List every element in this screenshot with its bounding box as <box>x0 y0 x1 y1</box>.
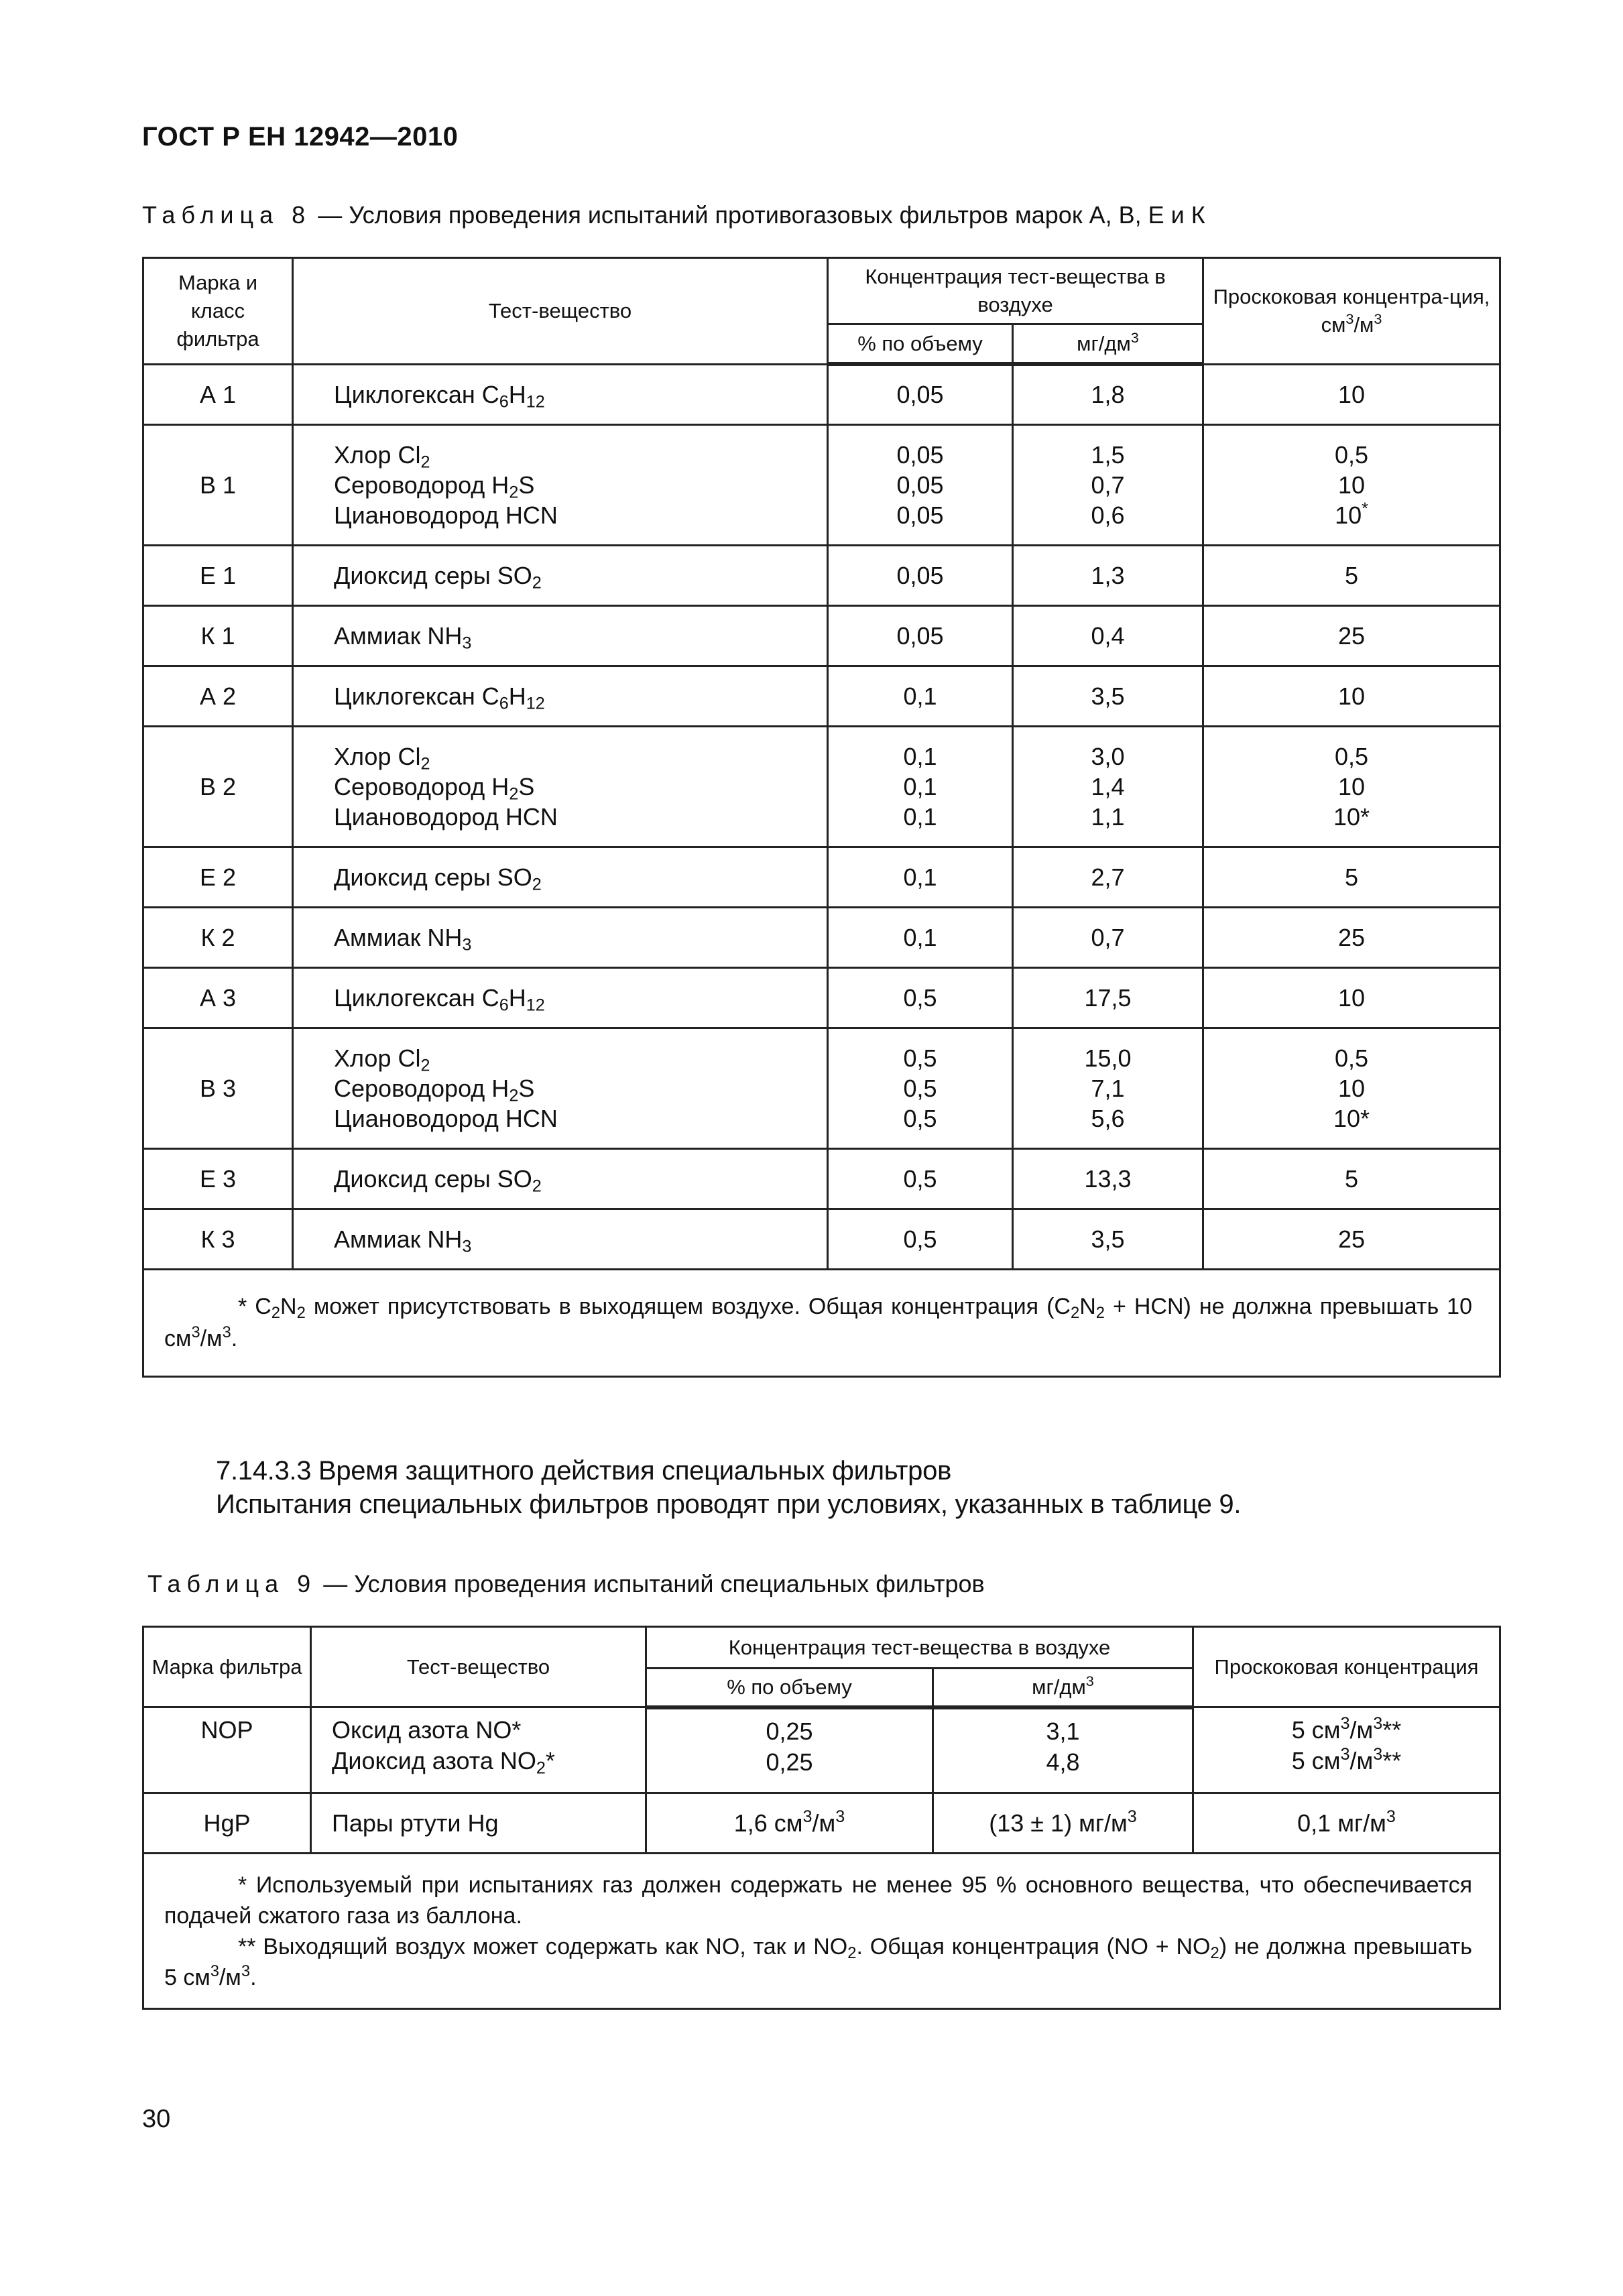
table8-header-mark: Марка и класс фильтра <box>143 258 293 365</box>
table-row <box>143 605 1500 666</box>
substance-line: Хлор $Cl_2$ <box>334 1044 430 1075</box>
table9-cell-vol: 1,6 $см^3/м^3$ <box>646 1793 933 1854</box>
table8-caption-label: Таблица 8 <box>142 201 312 229</box>
table9-cell-vol: 0,25 0,25 <box>646 1707 933 1793</box>
table8-cell-mark: Е 2 <box>143 847 293 907</box>
table9-cell-mg: 3,1 4,8 <box>933 1707 1193 1793</box>
table8-cell-mg: 2,7 <box>1013 847 1203 907</box>
table8-cell-breakthrough: 25 <box>1203 907 1500 967</box>
table8-cell-substance <box>293 967 828 1028</box>
table8-cell-mark: Е 3 <box>143 1148 293 1209</box>
table8-cell-mark: В 2 <box>143 726 293 847</box>
table8-caption-text: — Условия проведения испытаний противогазовых фильтров марок А, В, Е и К <box>311 201 1205 229</box>
table9 <box>142 1626 1501 2010</box>
table9-header-concentration: Концентрация тест-вещества в воздухе <box>646 1627 1193 1669</box>
substance-line: Диоксид серы $SO_2$ <box>334 863 542 894</box>
table9-cell-breakthrough: 0,1 $мг/м^3$ <box>1193 1793 1500 1854</box>
substance-line: Диоксид серы $SO_2$ <box>334 1164 542 1195</box>
table8-cell-breakthrough: 5 <box>1203 847 1500 907</box>
table8-cell-breakthrough: 5 <box>1203 1148 1500 1209</box>
substance-line: Циклогексан $C_6H_{12}$ <box>334 983 545 1014</box>
table8-cell-vol: 0,1 0,1 0,1 <box>828 726 1013 847</box>
table-row <box>143 847 1500 907</box>
table8-cell-mark: К 1 <box>143 605 293 666</box>
page-number: 30 <box>142 2105 171 2133</box>
table-row <box>143 726 1500 847</box>
table8-cell-substance <box>293 1028 828 1148</box>
table8-cell-vol: 0,05 0,05 0,05 <box>828 424 1013 545</box>
table8-cell-vol: 0,1 <box>828 907 1013 967</box>
table-row <box>143 967 1500 1028</box>
substance-line: Циановодород HCN <box>334 1104 558 1132</box>
table-row <box>143 1707 1500 1793</box>
table9-header-breakthrough: Проскоковая концентрация <box>1193 1627 1500 1707</box>
table9-caption <box>147 1570 985 1598</box>
table8-cell-mg: 3,5 <box>1013 666 1203 726</box>
substance-line: Диоксид серы $SO_2$ <box>334 561 542 592</box>
table8-cell-mark: Е 1 <box>143 545 293 605</box>
table8-cell-mg: 1,3 <box>1013 545 1203 605</box>
table-row <box>143 1028 1500 1148</box>
table-row <box>143 1793 1500 1854</box>
table8-cell-mg: 3,5 <box>1013 1209 1203 1269</box>
table8-cell-substance <box>293 907 828 967</box>
table9-header-mg-dm3: $мг/дм^3$ <box>933 1669 1193 1707</box>
table8-cell-mg: 0,4 <box>1013 605 1203 666</box>
table8-cell-substance <box>293 364 828 424</box>
table8-cell-mark: К 3 <box>143 1209 293 1269</box>
table8-cell-mg: 0,7 <box>1013 907 1203 967</box>
table8-cell-vol: 0,05 <box>828 364 1013 424</box>
table8-cell-breakthrough: 5 <box>1203 545 1500 605</box>
table8-cell-mark: К 2 <box>143 907 293 967</box>
table8-cell-mark: А 2 <box>143 666 293 726</box>
section-heading: 7.14.3.3 Время защитного действия специальных фильтров <box>216 1456 952 1486</box>
substance-line: Аммиак $NH_3$ <box>334 923 472 954</box>
table9-cell-substance: Пары ртути Hg <box>311 1793 646 1854</box>
table8-cell-substance <box>293 605 828 666</box>
table8 <box>142 257 1501 1378</box>
table8-cell-mg: 15,0 7,1 5,6 <box>1013 1028 1203 1148</box>
table8-cell-substance <box>293 726 828 847</box>
substance-line: Хлор $Cl_2$ <box>334 742 430 773</box>
table8-header-vol-pct: % по объему <box>828 324 1013 364</box>
standard-code-header: ГОСТ Р ЕН 12942—2010 <box>142 122 459 152</box>
section-text: Испытания специальных фильтров проводят при условиях, указанных в таблице 9. <box>216 1490 1242 1519</box>
table8-cell-breakthrough: 10 <box>1203 967 1500 1028</box>
table8-cell-vol: 0,5 <box>828 1148 1013 1209</box>
table8-cell-breakthrough: 25 <box>1203 605 1500 666</box>
table8-cell-vol: 0,5 <box>828 1209 1013 1269</box>
table8-cell-vol: 0,5 <box>828 967 1013 1028</box>
table8-cell-mg: 17,5 <box>1013 967 1203 1028</box>
table9-header-substance: Тест-вещество <box>311 1627 646 1707</box>
table8-cell-substance <box>293 1209 828 1269</box>
table8-cell-mark: А 1 <box>143 364 293 424</box>
table8-cell-substance <box>293 847 828 907</box>
table9-header-vol-pct: % по объему <box>646 1669 933 1707</box>
table8-cell-mg: 1,5 0,7 0,6 <box>1013 424 1203 545</box>
table8-cell-substance <box>293 545 828 605</box>
substance-line: Циановодород HCN <box>334 802 558 831</box>
table9-cell-breakthrough: 5 $см^3/м^3**$ 5 $см^3/м^3**$ <box>1193 1707 1500 1793</box>
table8-cell-mark: А 3 <box>143 967 293 1028</box>
table-row <box>143 424 1500 545</box>
table8-cell-substance <box>293 666 828 726</box>
table9-header-mark: Марка фильтра <box>143 1627 311 1707</box>
table8-cell-mg: 13,3 <box>1013 1148 1203 1209</box>
table8-cell-breakthrough: 25 <box>1203 1209 1500 1269</box>
table-row <box>143 1209 1500 1269</box>
substance-line: Сероводород $H_2S$ <box>334 1074 535 1105</box>
table8-cell-breakthrough: 0,5 10 10* <box>1203 726 1500 847</box>
table9-footnote-1: * Используемый при испытаниях газ должен содержать не менее 95 % основного вещества, что обеспечивается подачей сжатого газа из баллона. <box>164 1872 1472 1929</box>
substance-line: Циклогексан $C_6H_{12}$ <box>334 380 545 411</box>
table8-header-concentration: Концентрация тест-вещества в воздухе <box>828 258 1203 324</box>
substance-line: Аммиак $NH_3$ <box>334 1225 472 1256</box>
table8-cell-breakthrough: 10 <box>1203 364 1500 424</box>
table8-caption <box>142 201 1205 229</box>
table-row <box>143 666 1500 726</box>
table8-cell-mg: 1,8 <box>1013 364 1203 424</box>
table8-cell-breakthrough: 10 <box>1203 666 1500 726</box>
table8-cell-vol: 0,05 <box>828 545 1013 605</box>
table8-cell-vol: 0,05 <box>828 605 1013 666</box>
table-row <box>143 545 1500 605</box>
table8-header-substance: Тест-вещество <box>293 258 828 365</box>
table-row <box>143 1148 1500 1209</box>
table8-cell-mg: 3,0 1,4 1,1 <box>1013 726 1203 847</box>
table9-cell-substance: Оксид азота NO* Диоксид азота $NO_2*$ <box>311 1707 646 1793</box>
table-row <box>143 364 1500 424</box>
table8-header-mg-dm3: $мг/дм^3$ <box>1013 324 1203 364</box>
table9-cell-mark: NOP <box>143 1707 311 1793</box>
substance-line: Аммиак $NH_3$ <box>334 621 472 652</box>
table8-cell-mark: В 3 <box>143 1028 293 1148</box>
table9-cell-mg: (13 ± 1) $мг/м^3$ <box>933 1793 1193 1854</box>
table8-cell-breakthrough: 0,5 10 10* <box>1203 424 1500 545</box>
table8-footnote: * $C_2N_2$ может присутствовать в выходящем воздухе. Общая концентрация $(C_2N_2 + HCN)$ не должна превышать 10 $см^3/м^3$. <box>143 1269 1500 1376</box>
table8-cell-breakthrough: 0,5 10 10* <box>1203 1028 1500 1148</box>
table8-cell-vol: 0,5 0,5 0,5 <box>828 1028 1013 1148</box>
table-row <box>143 907 1500 967</box>
substance-line: Циклогексан $C_6H_{12}$ <box>334 682 545 713</box>
table9-caption-label: Таблица 9 <box>147 1570 317 1597</box>
table8-cell-vol: 0,1 <box>828 847 1013 907</box>
substance-line: Циановодород HCN <box>334 501 558 529</box>
table9-footnote-2: ** Выходящий воздух может содержать как NO, так и $NO_2$. Общая концентрация $(NO + NO_2)$ не должна превышать 5 $см^3/м^3$. <box>164 1933 1472 1990</box>
table8-cell-substance <box>293 1148 828 1209</box>
table9-caption-text: — Условия проведения испытаний специальных фильтров <box>316 1570 985 1597</box>
substance-line: Хлор $Cl_2$ <box>334 440 430 471</box>
table9-footnotes <box>143 1854 1500 2009</box>
table8-cell-substance <box>293 424 828 545</box>
table9-cell-mark: HgP <box>143 1793 311 1854</box>
table8-header-breakthrough: Проскоковая концентра-ция, $см^3/м^3$ <box>1203 258 1500 365</box>
table8-cell-vol: 0,1 <box>828 666 1013 726</box>
table8-cell-mark: В 1 <box>143 424 293 545</box>
substance-line: Сероводород $H_2S$ <box>334 471 535 501</box>
substance-line: Сероводород $H_2S$ <box>334 772 535 803</box>
